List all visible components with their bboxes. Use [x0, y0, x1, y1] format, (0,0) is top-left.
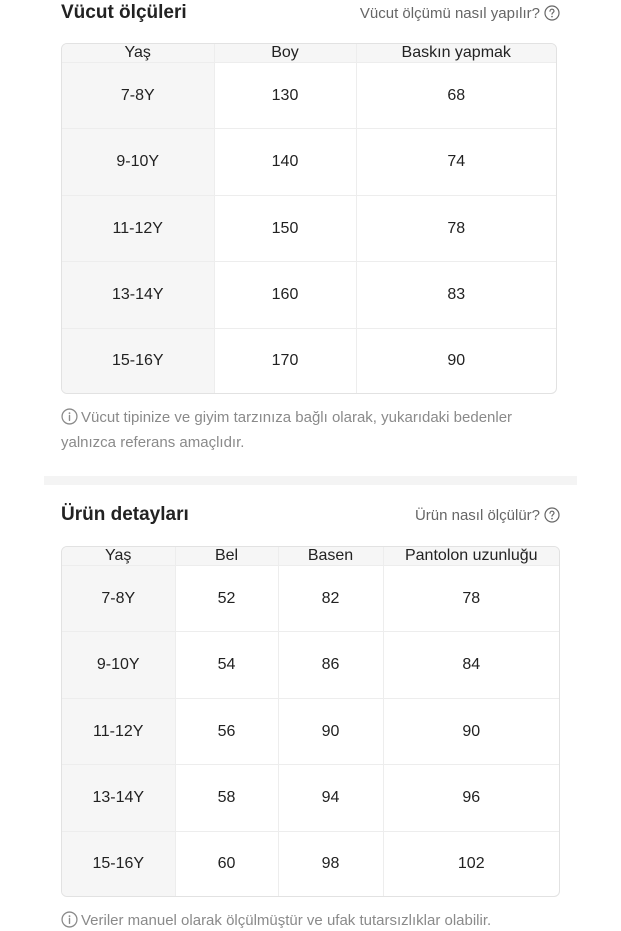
column-header: Basen: [278, 547, 383, 566]
age-cell: 7-8Y: [62, 566, 175, 632]
body-measurements-title: Vücut ölçüleri: [61, 2, 187, 23]
info-circle-icon: [61, 408, 78, 432]
product-details-table: [61, 546, 560, 897]
age-cell: 11-12Y: [62, 195, 214, 261]
table-cell: 96: [383, 765, 559, 831]
table-cell: 94: [278, 765, 383, 831]
age-cell: 9-10Y: [62, 129, 214, 195]
table-row: [62, 63, 556, 129]
table-row: [62, 129, 556, 195]
product-note-text: Veriler manuel olarak ölçülmüştür ve ufak tutarsızlıklar olabilir.: [81, 912, 492, 929]
table-cell: 56: [175, 698, 278, 764]
age-cell: 11-12Y: [62, 698, 175, 764]
table-header-row: [62, 547, 559, 566]
table-row: [62, 195, 556, 261]
table-cell: 140: [214, 129, 356, 195]
table-row: [62, 632, 559, 698]
table-cell: 90: [383, 698, 559, 764]
body-measurements-table: [61, 43, 557, 394]
column-header: Baskın yapmak: [356, 44, 556, 63]
body-measurements-note: [61, 407, 566, 454]
table-cell: 130: [214, 63, 356, 129]
section-divider: [44, 476, 577, 485]
body-measure-help-link[interactable]: [360, 5, 560, 22]
table-header-row: [62, 44, 556, 63]
product-details-title: Ürün detayları: [61, 504, 189, 525]
body-measure-help-label: Vücut ölçümü nasıl yapılır?: [359, 4, 540, 22]
product-details-note: [61, 910, 581, 931]
column-header: Pantolon uzunluğu: [383, 547, 559, 566]
table-cell: 78: [383, 566, 559, 632]
question-circle-icon: [544, 507, 560, 523]
table-row: [62, 328, 556, 393]
table-cell: 160: [214, 262, 356, 328]
table-cell: 54: [175, 632, 278, 698]
age-cell: 15-16Y: [62, 328, 214, 393]
table-row: [62, 262, 556, 328]
table-cell: 98: [278, 831, 383, 896]
table-cell: 82: [278, 566, 383, 632]
product-measure-help-label: Ürün nasıl ölçülür?: [414, 506, 540, 524]
age-cell: 9-10Y: [62, 632, 175, 698]
product-measure-help-link[interactable]: [415, 507, 560, 524]
table-cell: 60: [175, 831, 278, 896]
table-cell: 150: [214, 195, 356, 261]
column-header: Yaş: [62, 44, 214, 63]
table-cell: 74: [356, 129, 556, 195]
age-cell: 13-14Y: [62, 765, 175, 831]
age-cell: 13-14Y: [62, 262, 214, 328]
body-note-text: Vücut tipinize ve giyim tarzınıza bağlı olarak, yukarıdaki bedenler yalnızca referans amaçlıdır.: [61, 409, 513, 451]
table-cell: 68: [356, 63, 556, 129]
info-circle-icon: [61, 911, 78, 931]
table-row: [62, 765, 559, 831]
column-header: Bel: [175, 547, 278, 566]
product-details-header: [61, 503, 560, 527]
age-cell: 7-8Y: [62, 63, 214, 129]
body-measurements-header: [61, 2, 560, 24]
table-cell: 78: [356, 195, 556, 261]
table-cell: 102: [457, 854, 485, 872]
table-cell: 170: [214, 328, 356, 393]
table-row: [62, 566, 559, 632]
column-header: Boy: [214, 44, 356, 63]
column-header: Yaş: [62, 547, 175, 566]
table-row: [62, 698, 559, 764]
table-cell: 52: [175, 566, 278, 632]
question-circle-icon: [544, 5, 560, 21]
table-cell: 84: [383, 632, 559, 698]
table-cell: 90: [278, 698, 383, 764]
age-cell: 15-16Y: [62, 831, 175, 896]
table-cell: 83: [356, 262, 556, 328]
table-row: [62, 831, 559, 896]
table-cell: 90: [447, 351, 466, 369]
table-cell: 58: [175, 765, 278, 831]
table-cell: 86: [278, 632, 383, 698]
